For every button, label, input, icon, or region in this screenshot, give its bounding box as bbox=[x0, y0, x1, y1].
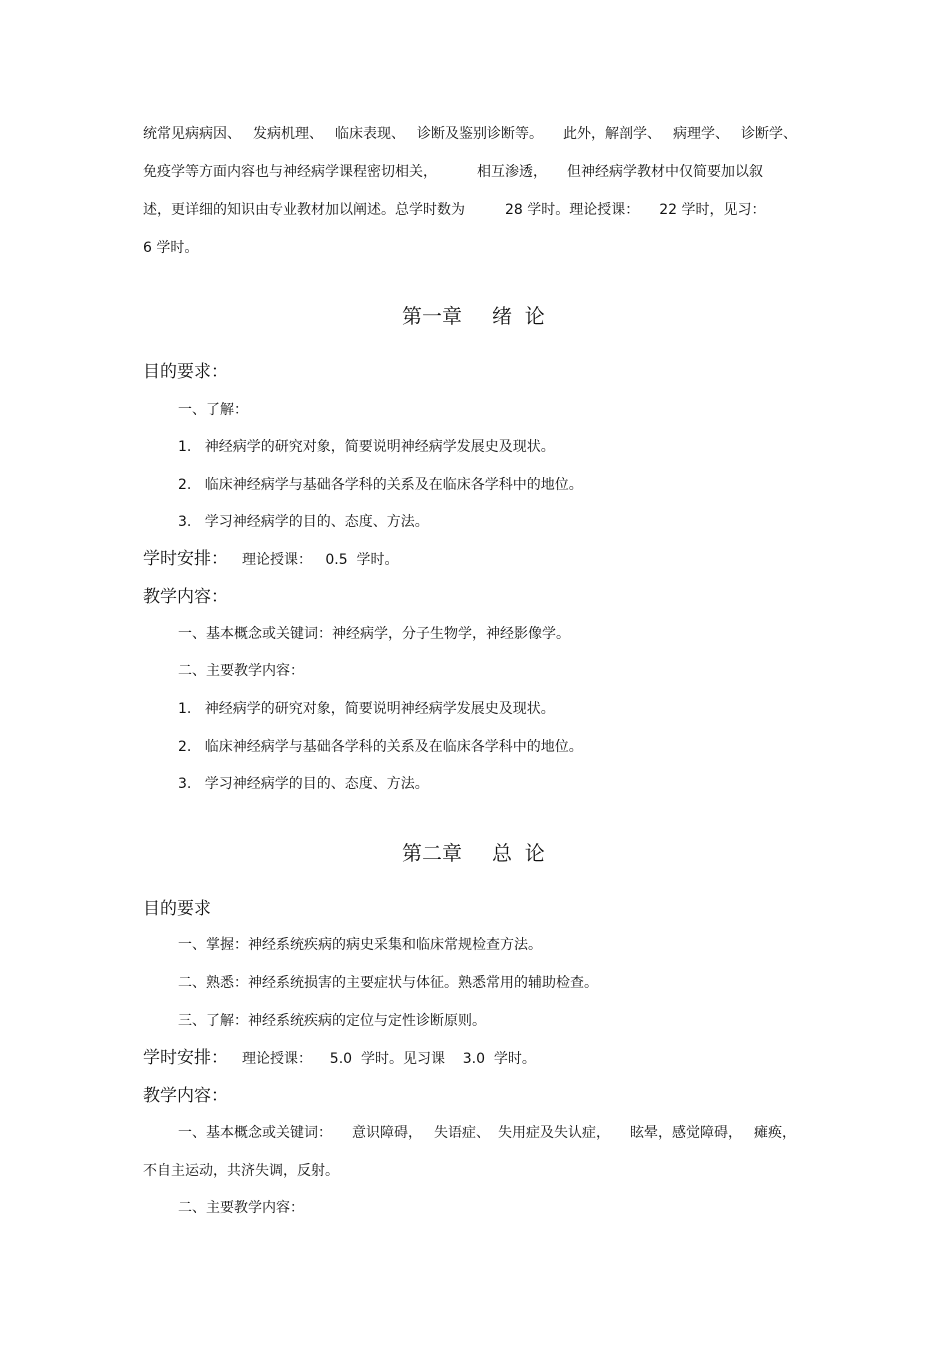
chapter-name: 总 论 bbox=[492, 841, 545, 865]
intro-text: 但神经病学教材中仅简要加以叙 bbox=[567, 164, 763, 180]
ch1-content-label: 教学内容： bbox=[143, 587, 228, 607]
keyword-text: 失语症、 bbox=[434, 1125, 490, 1141]
ch2-keywords-line-1 bbox=[178, 1123, 796, 1143]
intro-text: 发病机理、 bbox=[253, 126, 323, 142]
intro-text: 病理学、 bbox=[673, 126, 729, 142]
keyword-text: 失用症及失认症， bbox=[498, 1125, 610, 1141]
ch1-content-item: 1. 神经病学的研究对象，简要说明神经病学发展史及现状。 bbox=[178, 701, 555, 717]
ch1-objective-item: 2. 临床神经病学与基础各学科的关系及在临床各学科中的地位。 bbox=[178, 477, 583, 493]
intro-line-2 bbox=[143, 162, 763, 182]
keyword-text: 意识障碍， bbox=[352, 1125, 422, 1141]
chapter-2-title bbox=[402, 840, 545, 866]
ch1-content-item: 3. 学习神经病学的目的、态度、方法。 bbox=[178, 776, 429, 792]
intro-text: 诊断及鉴别诊断等。 bbox=[417, 126, 543, 142]
keyword-text: 瘫痪， bbox=[754, 1125, 796, 1141]
intro-text: 此外，解剖学、 bbox=[563, 126, 661, 142]
ch2-objective-item: 一、掌握：神经系统疾病的病史采集和临床常规检查方法。 bbox=[178, 937, 542, 953]
chapter-name: 绪 论 bbox=[492, 304, 545, 328]
intro-text: 相互渗透， bbox=[477, 164, 547, 180]
ch1-hours-value: 理论授课： 0.5 学时。 bbox=[242, 552, 399, 568]
ch2-objective-item: 二、熟悉：神经系统损害的主要症状与体征。熟悉常用的辅助检查。 bbox=[178, 975, 598, 991]
ch1-main-content-label: 二、主要教学内容： bbox=[178, 663, 304, 679]
ch1-hours-row bbox=[143, 548, 399, 571]
ch1-hours-label: 学时安排： bbox=[143, 549, 228, 569]
intro-text: 28 学时。理论授课： bbox=[505, 202, 640, 218]
ch1-objective-item: 3. 学习神经病学的目的、态度、方法。 bbox=[178, 514, 429, 530]
intro-text: 诊断学、 bbox=[741, 126, 797, 142]
intro-line-1 bbox=[143, 124, 797, 144]
ch1-objectives-label: 目的要求： bbox=[143, 362, 228, 382]
ch1-understand-label: 一、了解： bbox=[178, 402, 248, 418]
ch2-hours-value: 理论授课： 5.0 学时。见习课 3.0 学时。 bbox=[242, 1051, 536, 1067]
ch2-main-content-label: 二、主要教学内容： bbox=[178, 1200, 304, 1216]
ch1-objective-item: 1. 神经病学的研究对象，简要说明神经病学发展史及现状。 bbox=[178, 439, 555, 455]
intro-line-3 bbox=[143, 200, 766, 220]
ch1-keywords: 一、基本概念或关键词：神经病学，分子生物学，神经影像学。 bbox=[178, 626, 570, 642]
intro-text: 临床表现、 bbox=[335, 126, 405, 142]
intro-text: 22 学时，见习： bbox=[659, 202, 766, 218]
keyword-text: 眩晕，感觉障碍， bbox=[630, 1125, 742, 1141]
ch2-hours-label: 学时安排： bbox=[143, 1048, 228, 1068]
chapter-number: 第二章 bbox=[402, 841, 462, 865]
intro-text: 述，更详细的知识由专业教材加以阐述。总学时数为 bbox=[143, 202, 465, 218]
ch2-objectives-label: 目的要求 bbox=[143, 899, 211, 919]
intro-text: 免疫学等方面内容也与神经病学课程密切相关， bbox=[143, 164, 437, 180]
ch2-content-label: 教学内容： bbox=[143, 1086, 228, 1106]
ch2-keywords-line-2: 不自主运动，共济失调，反射。 bbox=[143, 1163, 339, 1179]
ch2-objective-item: 三、了解：神经系统疾病的定位与定性诊断原则。 bbox=[178, 1013, 486, 1029]
ch1-content-item: 2. 临床神经病学与基础各学科的关系及在临床各学科中的地位。 bbox=[178, 739, 583, 755]
chapter-1-title bbox=[402, 303, 545, 329]
ch2-hours-row bbox=[143, 1047, 536, 1070]
chapter-number: 第一章 bbox=[402, 304, 462, 328]
intro-text: 统常见病病因、 bbox=[143, 126, 241, 142]
intro-line-4: 6 学时。 bbox=[143, 240, 199, 256]
keyword-text: 一、基本概念或关键词： bbox=[178, 1125, 332, 1141]
